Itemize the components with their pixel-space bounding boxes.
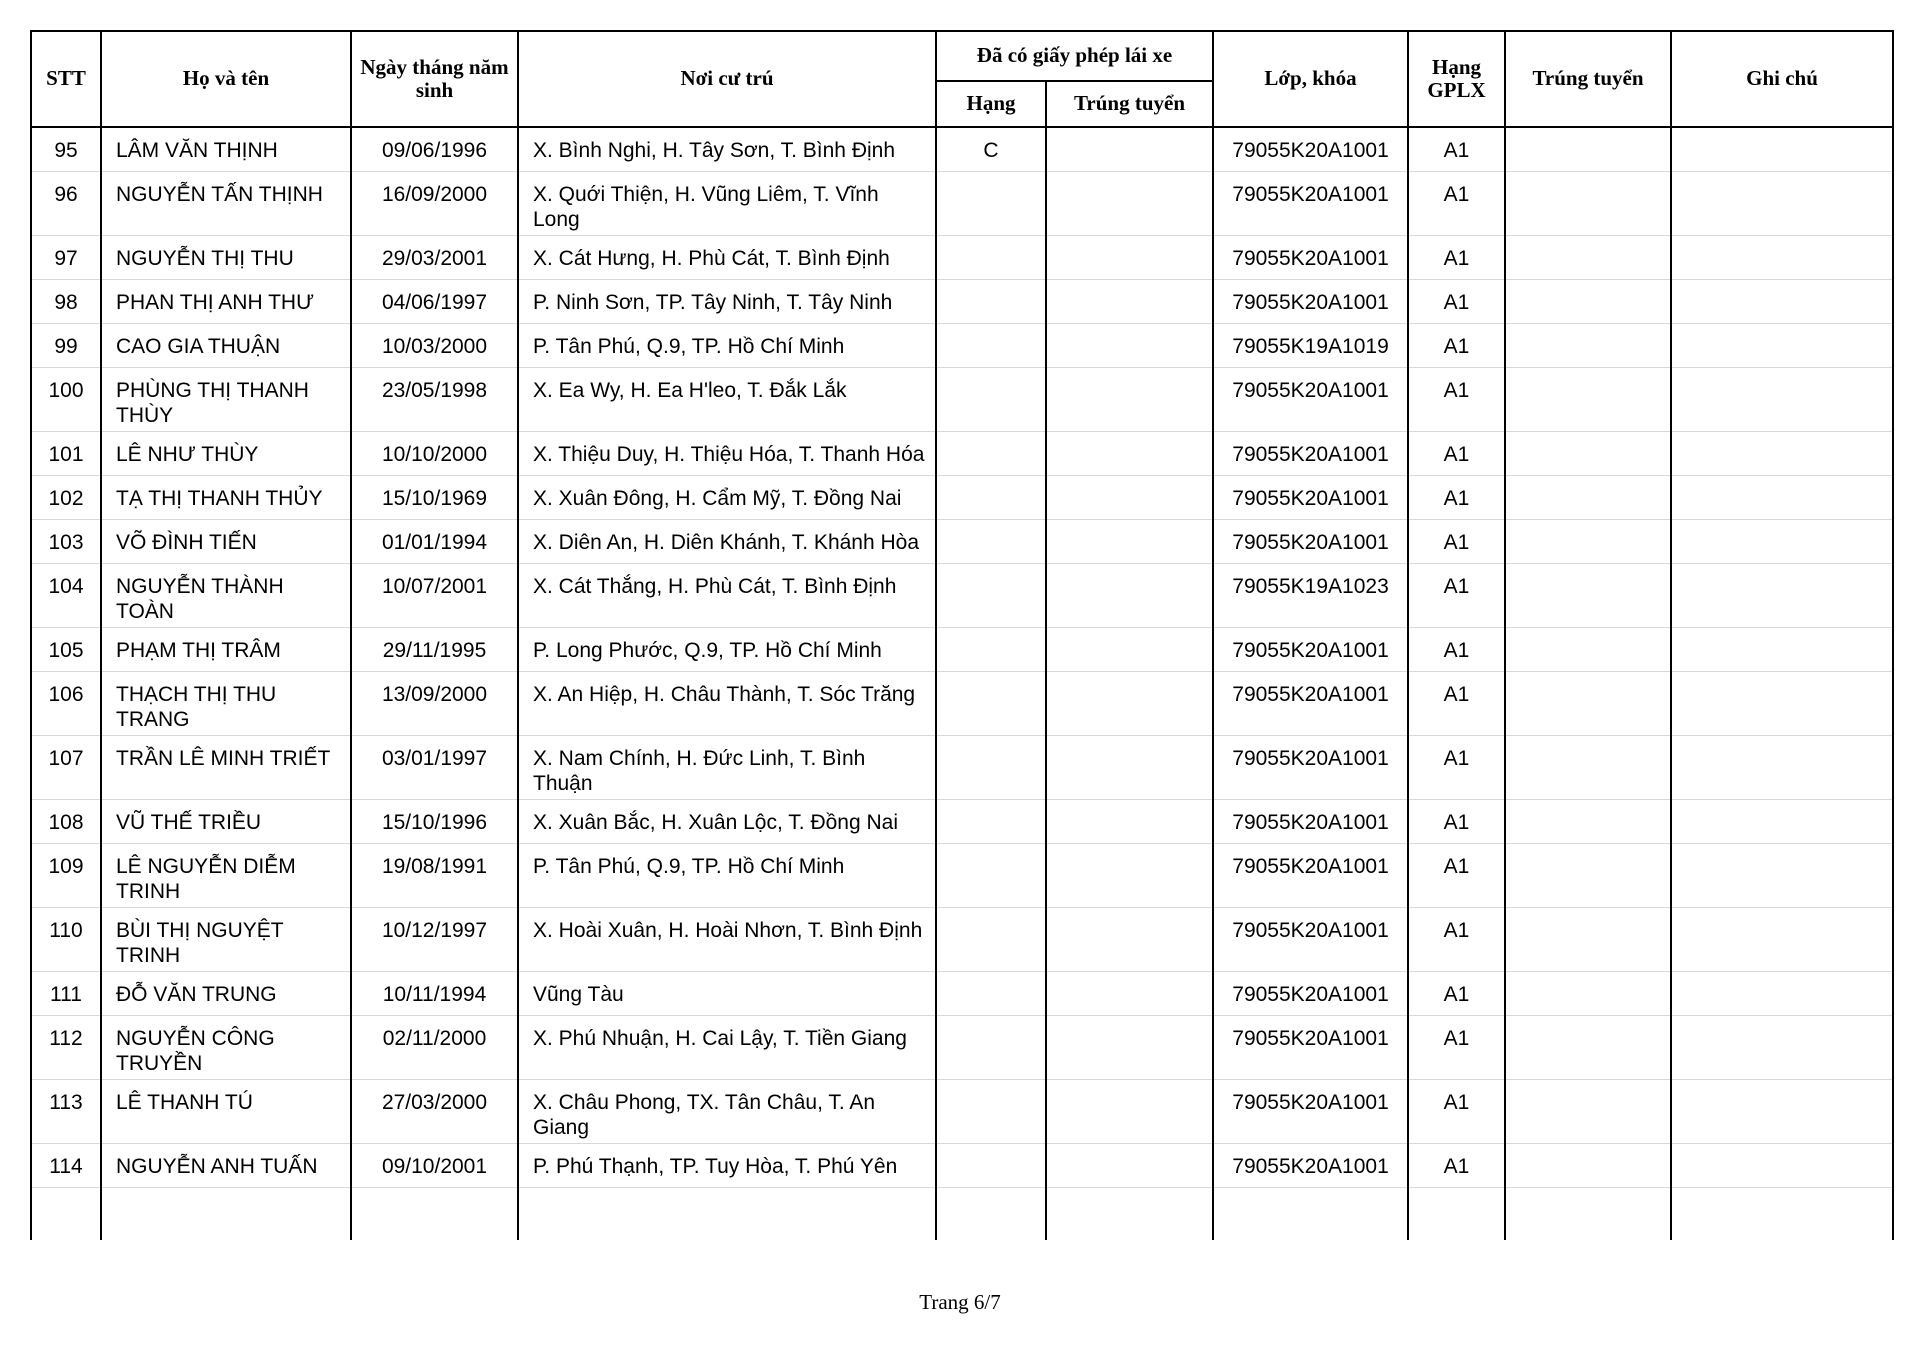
cell-address: X. An Hiệp, H. Châu Thành, T. Sóc Trăng — [518, 672, 936, 736]
header-residence: Nơi cư trú — [518, 31, 936, 127]
cell-gplx: A1 — [1408, 736, 1505, 800]
cell-stt: 100 — [31, 368, 101, 432]
cell-passed — [1505, 520, 1671, 564]
cell-address: X. Bình Nghi, H. Tây Sơn, T. Bình Định — [518, 127, 936, 172]
empty-cell — [101, 1188, 351, 1241]
cell-stt: 98 — [31, 280, 101, 324]
cell-license-class — [936, 476, 1046, 520]
cell-name: BÙI THỊ NGUYỆT TRINH — [101, 908, 351, 972]
cell-dob: 27/03/2000 — [351, 1080, 518, 1144]
empty-cell — [1505, 1188, 1671, 1241]
table-row — [31, 1016, 1893, 1080]
header-license-passed: Trúng tuyển — [1046, 81, 1213, 127]
cell-class-course: 79055K20A1001 — [1213, 127, 1408, 172]
header-gplx-class: Hạng GPLX — [1408, 31, 1505, 127]
table-row — [31, 844, 1893, 908]
cell-gplx: A1 — [1408, 672, 1505, 736]
cell-notes — [1671, 844, 1893, 908]
cell-license-class — [936, 972, 1046, 1016]
cell-class-course: 79055K20A1001 — [1213, 236, 1408, 280]
cell-gplx: A1 — [1408, 564, 1505, 628]
table-row — [31, 476, 1893, 520]
cell-stt: 96 — [31, 172, 101, 236]
cell-notes — [1671, 1016, 1893, 1080]
page-number: Trang 6/7 — [919, 1290, 1001, 1314]
table-row — [31, 1080, 1893, 1144]
cell-class-course: 79055K20A1001 — [1213, 520, 1408, 564]
cell-dob: 10/10/2000 — [351, 432, 518, 476]
cell-license-class: C — [936, 127, 1046, 172]
cell-name: NGUYỄN THỊ THU — [101, 236, 351, 280]
table-row — [31, 800, 1893, 844]
header-class-course: Lớp, khóa — [1213, 31, 1408, 127]
cell-license-passed — [1046, 1144, 1213, 1188]
cell-name: TẠ THỊ THANH THỦY — [101, 476, 351, 520]
cell-passed — [1505, 564, 1671, 628]
cell-dob: 01/01/1994 — [351, 520, 518, 564]
cell-dob: 15/10/1969 — [351, 476, 518, 520]
cell-license-class — [936, 564, 1046, 628]
cell-passed — [1505, 736, 1671, 800]
cell-gplx: A1 — [1408, 520, 1505, 564]
table-row — [31, 1144, 1893, 1188]
cell-gplx: A1 — [1408, 476, 1505, 520]
cell-stt: 111 — [31, 972, 101, 1016]
cell-gplx: A1 — [1408, 280, 1505, 324]
cell-dob: 10/11/1994 — [351, 972, 518, 1016]
cell-address: X. Xuân Đông, H. Cẩm Mỹ, T. Đồng Nai — [518, 476, 936, 520]
cell-class-course: 79055K20A1001 — [1213, 844, 1408, 908]
cell-passed — [1505, 324, 1671, 368]
header-stt: STT — [31, 31, 101, 127]
cell-license-class — [936, 1080, 1046, 1144]
cell-gplx: A1 — [1408, 432, 1505, 476]
cell-address: P. Tân Phú, Q.9, TP. Hồ Chí Minh — [518, 324, 936, 368]
cell-stt: 107 — [31, 736, 101, 800]
cell-address: Vũng Tàu — [518, 972, 936, 1016]
cell-passed — [1505, 1016, 1671, 1080]
cell-address: X. Ea Wy, H. Ea H'leo, T. Đắk Lắk — [518, 368, 936, 432]
cell-passed — [1505, 476, 1671, 520]
cell-license-passed — [1046, 172, 1213, 236]
cell-passed — [1505, 172, 1671, 236]
cell-name: PHẠM THỊ TRÂM — [101, 628, 351, 672]
cell-gplx: A1 — [1408, 324, 1505, 368]
empty-cell — [351, 1188, 518, 1241]
cell-license-passed — [1046, 127, 1213, 172]
table-row — [31, 280, 1893, 324]
cell-stt: 109 — [31, 844, 101, 908]
table-row — [31, 628, 1893, 672]
cell-license-class — [936, 908, 1046, 972]
table-header — [31, 31, 1893, 127]
cell-license-passed — [1046, 432, 1213, 476]
cell-address: P. Tân Phú, Q.9, TP. Hồ Chí Minh — [518, 844, 936, 908]
empty-cell — [1408, 1188, 1505, 1241]
cell-gplx: A1 — [1408, 844, 1505, 908]
cell-name: PHÙNG THỊ THANH THÙY — [101, 368, 351, 432]
cell-passed — [1505, 672, 1671, 736]
table-row — [31, 564, 1893, 628]
cell-stt: 95 — [31, 127, 101, 172]
table-row — [31, 972, 1893, 1016]
cell-address: X. Phú Nhuận, H. Cai Lậy, T. Tiền Giang — [518, 1016, 936, 1080]
cell-license-passed — [1046, 800, 1213, 844]
cell-passed — [1505, 800, 1671, 844]
cell-address: X. Xuân Bắc, H. Xuân Lộc, T. Đồng Nai — [518, 800, 936, 844]
cell-license-passed — [1046, 476, 1213, 520]
cell-name: CAO GIA THUẬN — [101, 324, 351, 368]
cell-gplx: A1 — [1408, 127, 1505, 172]
cell-notes — [1671, 972, 1893, 1016]
cell-gplx: A1 — [1408, 908, 1505, 972]
cell-license-passed — [1046, 564, 1213, 628]
cell-stt: 108 — [31, 800, 101, 844]
cell-class-course: 79055K20A1001 — [1213, 1144, 1408, 1188]
roster-table — [30, 30, 1894, 1240]
header-name: Họ và tên — [101, 31, 351, 127]
cell-passed — [1505, 280, 1671, 324]
cell-address: X. Diên An, H. Diên Khánh, T. Khánh Hòa — [518, 520, 936, 564]
cell-license-passed — [1046, 520, 1213, 564]
header-dob: Ngày tháng năm sinh — [351, 31, 518, 127]
cell-dob: 10/07/2001 — [351, 564, 518, 628]
cell-license-passed — [1046, 844, 1213, 908]
cell-address: X. Quới Thiện, H. Vũng Liêm, T. Vĩnh Long — [518, 172, 936, 236]
cell-stt: 97 — [31, 236, 101, 280]
cell-notes — [1671, 324, 1893, 368]
cell-class-course: 79055K20A1001 — [1213, 476, 1408, 520]
cell-address: X. Nam Chính, H. Đức Linh, T. Bình Thuận — [518, 736, 936, 800]
cell-license-passed — [1046, 972, 1213, 1016]
header-passed: Trúng tuyển — [1505, 31, 1671, 127]
cell-dob: 13/09/2000 — [351, 672, 518, 736]
cell-passed — [1505, 236, 1671, 280]
cell-gplx: A1 — [1408, 1016, 1505, 1080]
cell-dob: 10/12/1997 — [351, 908, 518, 972]
cell-stt: 106 — [31, 672, 101, 736]
cell-notes — [1671, 172, 1893, 236]
cell-stt: 103 — [31, 520, 101, 564]
cell-passed — [1505, 972, 1671, 1016]
cell-class-course: 79055K19A1023 — [1213, 564, 1408, 628]
cell-passed — [1505, 628, 1671, 672]
cell-license-class — [936, 672, 1046, 736]
cell-notes — [1671, 280, 1893, 324]
cell-stt: 102 — [31, 476, 101, 520]
cell-license-class — [936, 280, 1046, 324]
cell-dob: 02/11/2000 — [351, 1016, 518, 1080]
cell-notes — [1671, 127, 1893, 172]
cell-license-passed — [1046, 1016, 1213, 1080]
cell-name: LÂM VĂN THỊNH — [101, 127, 351, 172]
cell-dob: 03/01/1997 — [351, 736, 518, 800]
cell-address: P. Long Phước, Q.9, TP. Hồ Chí Minh — [518, 628, 936, 672]
cell-address: X. Cát Thắng, H. Phù Cát, T. Bình Định — [518, 564, 936, 628]
cell-license-class — [936, 800, 1046, 844]
cell-stt: 105 — [31, 628, 101, 672]
cell-notes — [1671, 908, 1893, 972]
table-row — [31, 908, 1893, 972]
cell-passed — [1505, 1144, 1671, 1188]
cell-class-course: 79055K20A1001 — [1213, 1016, 1408, 1080]
cell-notes — [1671, 1144, 1893, 1188]
cell-license-class — [936, 844, 1046, 908]
cell-notes — [1671, 628, 1893, 672]
cell-dob: 29/03/2001 — [351, 236, 518, 280]
empty-cell — [1046, 1188, 1213, 1241]
cell-gplx: A1 — [1408, 368, 1505, 432]
cell-dob: 29/11/1995 — [351, 628, 518, 672]
cell-name: TRẦN LÊ MINH TRIẾT — [101, 736, 351, 800]
cell-license-passed — [1046, 280, 1213, 324]
cell-license-class — [936, 628, 1046, 672]
cell-name: ĐỖ VĂN TRUNG — [101, 972, 351, 1016]
cell-class-course: 79055K20A1001 — [1213, 672, 1408, 736]
cell-dob: 23/05/1998 — [351, 368, 518, 432]
cell-license-passed — [1046, 628, 1213, 672]
cell-gplx: A1 — [1408, 972, 1505, 1016]
cell-name: LÊ NHƯ THÙY — [101, 432, 351, 476]
cell-dob: 10/03/2000 — [351, 324, 518, 368]
cell-stt: 101 — [31, 432, 101, 476]
cell-gplx: A1 — [1408, 1080, 1505, 1144]
cell-license-passed — [1046, 736, 1213, 800]
cell-address: X. Hoài Xuân, H. Hoài Nhơn, T. Bình Định — [518, 908, 936, 972]
table-row — [31, 368, 1893, 432]
cell-name: LÊ NGUYỄN DIỄM TRINH — [101, 844, 351, 908]
empty-row — [31, 1188, 1893, 1241]
cell-license-passed — [1046, 672, 1213, 736]
cell-license-class — [936, 236, 1046, 280]
cell-dob: 09/10/2001 — [351, 1144, 518, 1188]
table-body — [31, 127, 1893, 1240]
cell-notes — [1671, 672, 1893, 736]
table-row — [31, 324, 1893, 368]
cell-name: VŨ THẾ TRIỀU — [101, 800, 351, 844]
cell-name: PHAN THỊ ANH THƯ — [101, 280, 351, 324]
cell-passed — [1505, 1080, 1671, 1144]
cell-class-course: 79055K20A1001 — [1213, 800, 1408, 844]
cell-notes — [1671, 800, 1893, 844]
table-row — [31, 672, 1893, 736]
cell-class-course: 79055K20A1001 — [1213, 172, 1408, 236]
cell-passed — [1505, 368, 1671, 432]
cell-license-passed — [1046, 1080, 1213, 1144]
cell-license-passed — [1046, 324, 1213, 368]
cell-class-course: 79055K20A1001 — [1213, 972, 1408, 1016]
cell-license-class — [936, 520, 1046, 564]
empty-cell — [31, 1188, 101, 1241]
cell-address: P. Phú Thạnh, TP. Tuy Hòa, T. Phú Yên — [518, 1144, 936, 1188]
cell-stt: 110 — [31, 908, 101, 972]
table-row — [31, 736, 1893, 800]
cell-gplx: A1 — [1408, 236, 1505, 280]
cell-dob: 04/06/1997 — [351, 280, 518, 324]
cell-gplx: A1 — [1408, 1144, 1505, 1188]
cell-address: X. Thiệu Duy, H. Thiệu Hóa, T. Thanh Hóa — [518, 432, 936, 476]
empty-cell — [1671, 1188, 1893, 1241]
cell-stt: 113 — [31, 1080, 101, 1144]
cell-name: NGUYỄN ANH TUẤN — [101, 1144, 351, 1188]
cell-name: NGUYỄN THÀNH TOÀN — [101, 564, 351, 628]
cell-license-class — [936, 368, 1046, 432]
cell-license-class — [936, 736, 1046, 800]
header-license-group: Đã có giấy phép lái xe — [936, 31, 1213, 81]
table-row — [31, 236, 1893, 280]
empty-cell — [936, 1188, 1046, 1241]
cell-license-class — [936, 1144, 1046, 1188]
cell-gplx: A1 — [1408, 800, 1505, 844]
cell-passed — [1505, 127, 1671, 172]
cell-class-course: 79055K20A1001 — [1213, 908, 1408, 972]
cell-class-course: 79055K20A1001 — [1213, 368, 1408, 432]
cell-license-class — [936, 172, 1046, 236]
cell-notes — [1671, 520, 1893, 564]
cell-class-course: 79055K20A1001 — [1213, 432, 1408, 476]
cell-gplx: A1 — [1408, 172, 1505, 236]
cell-dob: 09/06/1996 — [351, 127, 518, 172]
cell-name: LÊ THANH TÚ — [101, 1080, 351, 1144]
cell-name: NGUYỄN TẤN THỊNH — [101, 172, 351, 236]
cell-notes — [1671, 564, 1893, 628]
cell-address: X. Châu Phong, TX. Tân Châu, T. An Giang — [518, 1080, 936, 1144]
cell-stt: 114 — [31, 1144, 101, 1188]
table-row — [31, 172, 1893, 236]
table-row — [31, 432, 1893, 476]
cell-license-passed — [1046, 236, 1213, 280]
cell-address: P. Ninh Sơn, TP. Tây Ninh, T. Tây Ninh — [518, 280, 936, 324]
cell-notes — [1671, 236, 1893, 280]
cell-stt: 104 — [31, 564, 101, 628]
cell-license-class — [936, 432, 1046, 476]
table-row — [31, 520, 1893, 564]
cell-license-class — [936, 1016, 1046, 1080]
cell-class-course: 79055K19A1019 — [1213, 324, 1408, 368]
cell-class-course: 79055K20A1001 — [1213, 280, 1408, 324]
cell-dob: 15/10/1996 — [351, 800, 518, 844]
cell-license-class — [936, 324, 1046, 368]
header-license-class: Hạng — [936, 81, 1046, 127]
cell-notes — [1671, 368, 1893, 432]
cell-class-course: 79055K20A1001 — [1213, 628, 1408, 672]
cell-passed — [1505, 908, 1671, 972]
empty-cell — [1213, 1188, 1408, 1241]
empty-cell — [518, 1188, 936, 1241]
cell-passed — [1505, 844, 1671, 908]
cell-class-course: 79055K20A1001 — [1213, 1080, 1408, 1144]
cell-dob: 19/08/1991 — [351, 844, 518, 908]
cell-passed — [1505, 432, 1671, 476]
cell-notes — [1671, 476, 1893, 520]
cell-name: VÕ ĐÌNH TIẾN — [101, 520, 351, 564]
cell-class-course: 79055K20A1001 — [1213, 736, 1408, 800]
cell-dob: 16/09/2000 — [351, 172, 518, 236]
cell-stt: 112 — [31, 1016, 101, 1080]
table-row — [31, 127, 1893, 172]
cell-name: THẠCH THỊ THU TRANG — [101, 672, 351, 736]
cell-gplx: A1 — [1408, 628, 1505, 672]
cell-notes — [1671, 432, 1893, 476]
cell-stt: 99 — [31, 324, 101, 368]
cell-license-passed — [1046, 908, 1213, 972]
cell-notes — [1671, 1080, 1893, 1144]
cell-address: X. Cát Hưng, H. Phù Cát, T. Bình Định — [518, 236, 936, 280]
cell-license-passed — [1046, 368, 1213, 432]
cell-name: NGUYỄN CÔNG TRUYỀN — [101, 1016, 351, 1080]
header-notes: Ghi chú — [1671, 31, 1893, 127]
cell-notes — [1671, 736, 1893, 800]
